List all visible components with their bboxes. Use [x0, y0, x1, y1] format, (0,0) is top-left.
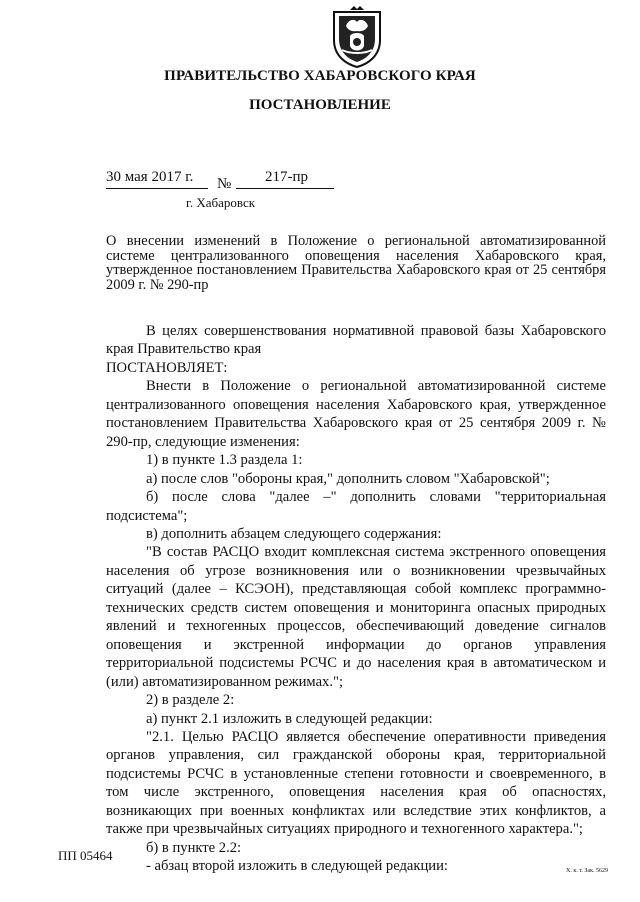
document-date: 30 мая 2017 г. [106, 169, 194, 185]
body-paragraph: б) в пункте 2.2: [146, 839, 242, 856]
body-paragraph: б) после слова "далее –" дополнить словами "территориальная подсистема"; [106, 489, 606, 524]
government-title: ПРАВИТЕЛЬСТВО ХАБАРОВСКОГО КРАЯ [164, 68, 476, 84]
document-number: 217-пр [265, 169, 309, 185]
body-paragraph: 2) в разделе 2: [146, 692, 235, 709]
document-type-title: ПОСТАНОВЛЕНИЕ [249, 97, 391, 113]
document-subject: О внесении изменений в Положение о региональной автоматизированной системе централизованного оповещения населения Хабаровского края, утвержденное постановлением Правительства Хабаровского края от 25 сентября 2009 г. № 290-пр [106, 233, 606, 293]
body-paragraph: Внести в Положение о региональной автоматизированной системе централизованного оповещения населения Хабаровского края, утвержденное постановлением Правительства Хабаровского края от 25 сентября 2009 г. № 290-пр, следующие изменения: [106, 378, 606, 450]
document-body [106, 322, 609, 876]
date-underline [106, 188, 208, 189]
number-underline [236, 188, 334, 189]
body-paragraph: в) дополнить абзацем следующего содержания: [146, 525, 442, 542]
body-paragraph: а) пункт 2.1 изложить в следующей редакции: [146, 710, 433, 727]
body-paragraph: В целях совершенствования нормативной правовой базы Хабаровского края Правительство края [106, 323, 606, 358]
body-paragraph: а) после слов "обороны края," дополнить словом "Хабаровской"; [146, 470, 550, 487]
body-paragraph: "2.1. Целью РАСЦО является обеспечение оперативности приведения органов управления, сил гражданской обороны края, территориальной подсистемы РСЧС в установленные степени готовности и своевременного, в том числе экстренного, оповещения населения края об опасностях, возникающих при военных конфликтах или вследствие этих конфликтов, а также при чрезвычайных ситуациях природного и техногенного характера."; [106, 728, 606, 838]
number-label: № [217, 176, 232, 192]
body-paragraph: ПОСТАНОВЛЯЕТ: [106, 359, 228, 376]
body-paragraph: "В состав РАСЦО входит комплексная система экстренного оповещения населения об угрозе возникновения или о возникновении чрезвычайных ситуаций (далее – КСЭОН), представляющая собой комплекс программно-технических средств систем оповещения и мониторинга опасных природных явлений и техногенных процессов, обеспечивающий доведение сигналов оповещения и экстренной информации до органов управления территориальной подсистемы РСЧС и до населения края в автоматическом и (или) автоматизированном режимах."; [106, 544, 606, 690]
print-mark: Х. к. т. Зак. 5629 [566, 868, 609, 874]
khabarovsk-coat-of-arms-icon [330, 6, 384, 68]
document-city: г. Хабаровск [186, 195, 256, 210]
body-paragraph: 1) в пункте 1.3 раздела 1: [146, 452, 303, 469]
body-paragraph: - абзац второй изложить в следующей редакции: [146, 858, 448, 875]
document-code: ПП 05464 [58, 848, 113, 863]
